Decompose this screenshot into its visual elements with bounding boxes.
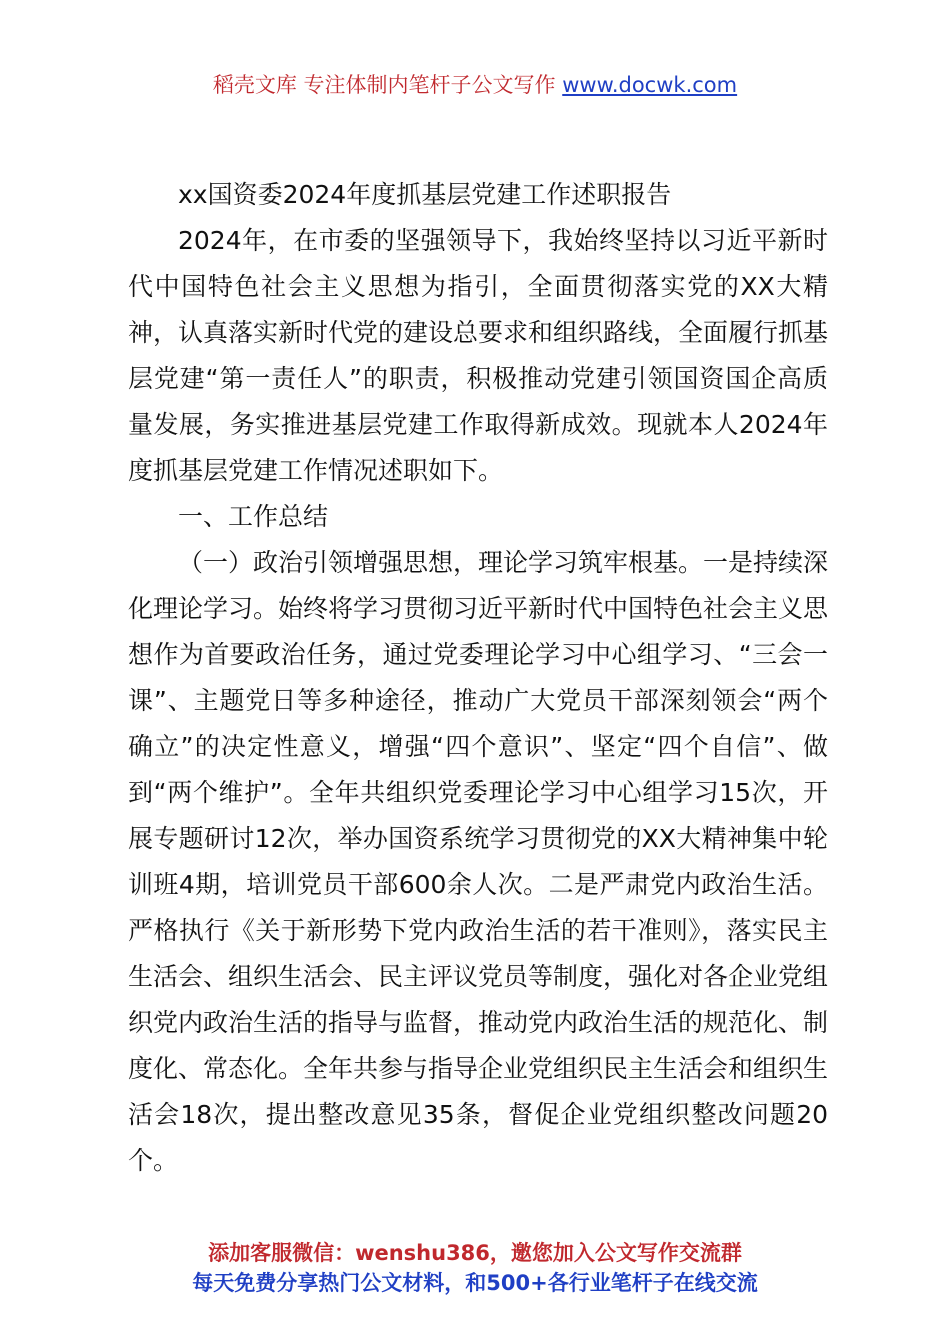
site-link[interactable]: www.docwk.com [562, 73, 738, 97]
brand-slogan: 稻壳文库 专注体制内笔杆子公文写作 [212, 73, 563, 97]
paragraph-political-guidance: （一）政治引领增强思想，理论学习筑牢根基。一是持续深化理论学习。始终将学习贯彻习近平新时代中国特色社会主义思想作为首要政治任务，通过党委理论学习中心组学习、“三会一课”、主题党日等多种途径，推动广大党员干部深刻领会“两个确立”的决定性意义，增强“四个意识”、坚定“四个自信”、做到“两个维护”。全年共组织党委理论学习中心组学习15次，开展专题研讨12次，举办国资系统学习贯彻党的XX大精神集中轮训班4期，培训党员干部600余人次。二是严肃党内政治生活。严格执行《关于新形势下党内政治生活的若干准则》，落实民主生活会、组织生活会、民主评议党员等制度，强化对各企业党组织党内政治生活的指导与监督，推动党内政治生活的规范化、制度化、常态化。全年共参与指导企业党组织民主生活会和组织生活会18次，提出整改意见35条，督促企业党组织整改问题20个。 [128, 548, 829, 1175]
document-title: xx国资委2024年度抓基层党建工作述职报告 [178, 180, 672, 209]
page-header [0, 70, 950, 100]
page-footer [0, 1238, 950, 1298]
footer-contact-line: 添加客服微信：wenshu386，邀您加入公文写作交流群 [208, 1241, 742, 1265]
footer-promo-line: 每天免费分享热门公文材料，和500+各行业笔杆子在线交流 [192, 1271, 758, 1295]
document-body [128, 172, 828, 1184]
paragraph-intro: 2024年，在市委的坚强领导下，我始终坚持以习近平新时代中国特色社会主义思想为指引，全面贯彻落实党的XX大精神，认真落实新时代党的建设总要求和组织路线，全面履行抓基层党建“第一责任人”的职责，积极推动党建引领国资国企高质量发展，务实推进基层党建工作取得新成效。现就本人2024年度抓基层党建工作情况述职如下。 [128, 226, 829, 485]
section-heading: 一、工作总结 [178, 502, 329, 531]
